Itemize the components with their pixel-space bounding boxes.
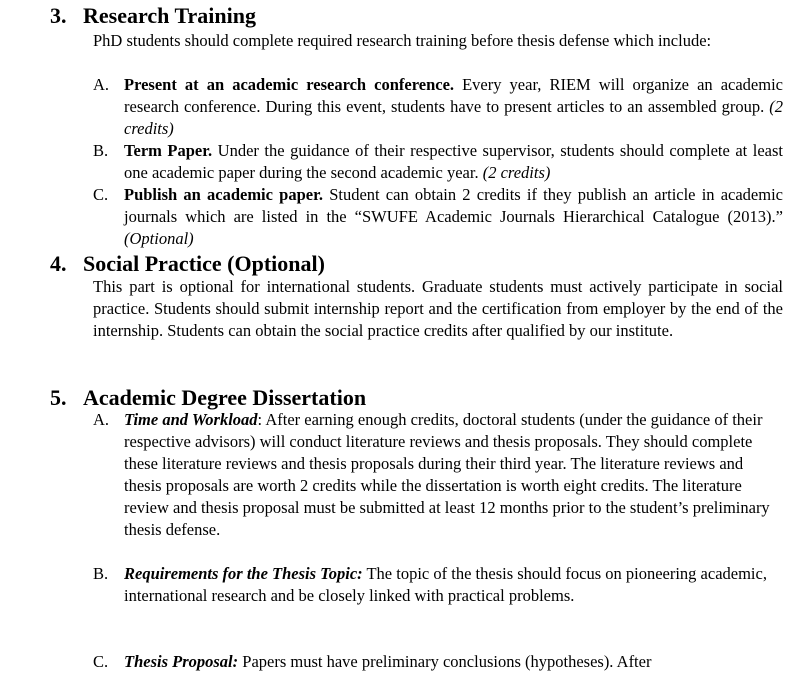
section-title: Academic Degree Dissertation: [83, 385, 367, 410]
section-5-heading: [50, 385, 366, 411]
section-4-body: This part is optional for international students. Graduate students must actively participate in social practice. Students should submit internship report and the certification from employer by the end of the internship. Students can obtain the social practice credits after qualified by our institute.: [93, 277, 783, 340]
list-item: [93, 184, 783, 250]
list-marker: C.: [93, 185, 109, 204]
section-3-heading: [50, 3, 256, 29]
section-number: 3.: [50, 3, 67, 28]
item-note: (2 credits): [124, 97, 783, 138]
section-number: 5.: [50, 385, 67, 410]
section-title: Social Practice (Optional): [83, 251, 325, 276]
list-marker: B.: [93, 141, 109, 160]
section-title: Research Training: [83, 3, 256, 28]
item-heading: Thesis Proposal:: [124, 652, 239, 671]
item-text: Student can obtain 2 credits if they publish an article in academic journals which are listed in the “SWUFE Academic Journals Hierarchical Catalogue (2013).”: [124, 185, 783, 226]
list-item: [93, 563, 783, 607]
item-text: : After earning enough credits, doctoral students (under the guidance of their respective advisors) will conduct literature reviews and thesis proposals. They should complete these literature reviews and thesis proposals during their third year. The literature reviews and thesis proposals are worth 2 credits while the dissertation is worth eight credits. The literature review and thesis proposal must be submitted at least 12 months prior to the student’s preliminary thesis defense.: [124, 410, 770, 539]
list-item: [93, 140, 783, 184]
item-text: Papers must have preliminary conclusions (hypotheses). After: [238, 652, 652, 671]
item-heading: Time and Workload: [124, 410, 258, 429]
list-marker: A.: [93, 75, 110, 94]
item-note: (Optional): [124, 229, 194, 248]
list-marker: A.: [93, 410, 110, 429]
list-marker: C.: [93, 652, 109, 671]
item-heading: Requirements for the Thesis Topic:: [124, 564, 363, 583]
section-number: 4.: [50, 251, 67, 276]
item-text: Every year, RIEM will organize an academic research conference. During this event, students have to present articles to an assembled group.: [124, 75, 783, 116]
item-note: (2 credits): [482, 163, 551, 182]
list-marker: B.: [93, 564, 109, 583]
item-heading: Present at an academic research conference.: [124, 75, 455, 94]
item-heading: Term Paper.: [124, 141, 213, 160]
list-item: [93, 409, 783, 541]
item-text: Under the guidance of their respective supervisor, students should complete at least one academic paper during the second academic year.: [124, 141, 783, 182]
list-item: [93, 651, 783, 673]
section-4-heading: [50, 251, 325, 277]
section-3-intro: PhD students should complete required research training before thesis defense which include:: [93, 31, 712, 50]
list-item: [93, 74, 783, 140]
item-heading: Publish an academic paper.: [124, 185, 324, 204]
item-text: The topic of the thesis should focus on pioneering academic, international research and be closely linked with practical problems.: [124, 564, 767, 605]
